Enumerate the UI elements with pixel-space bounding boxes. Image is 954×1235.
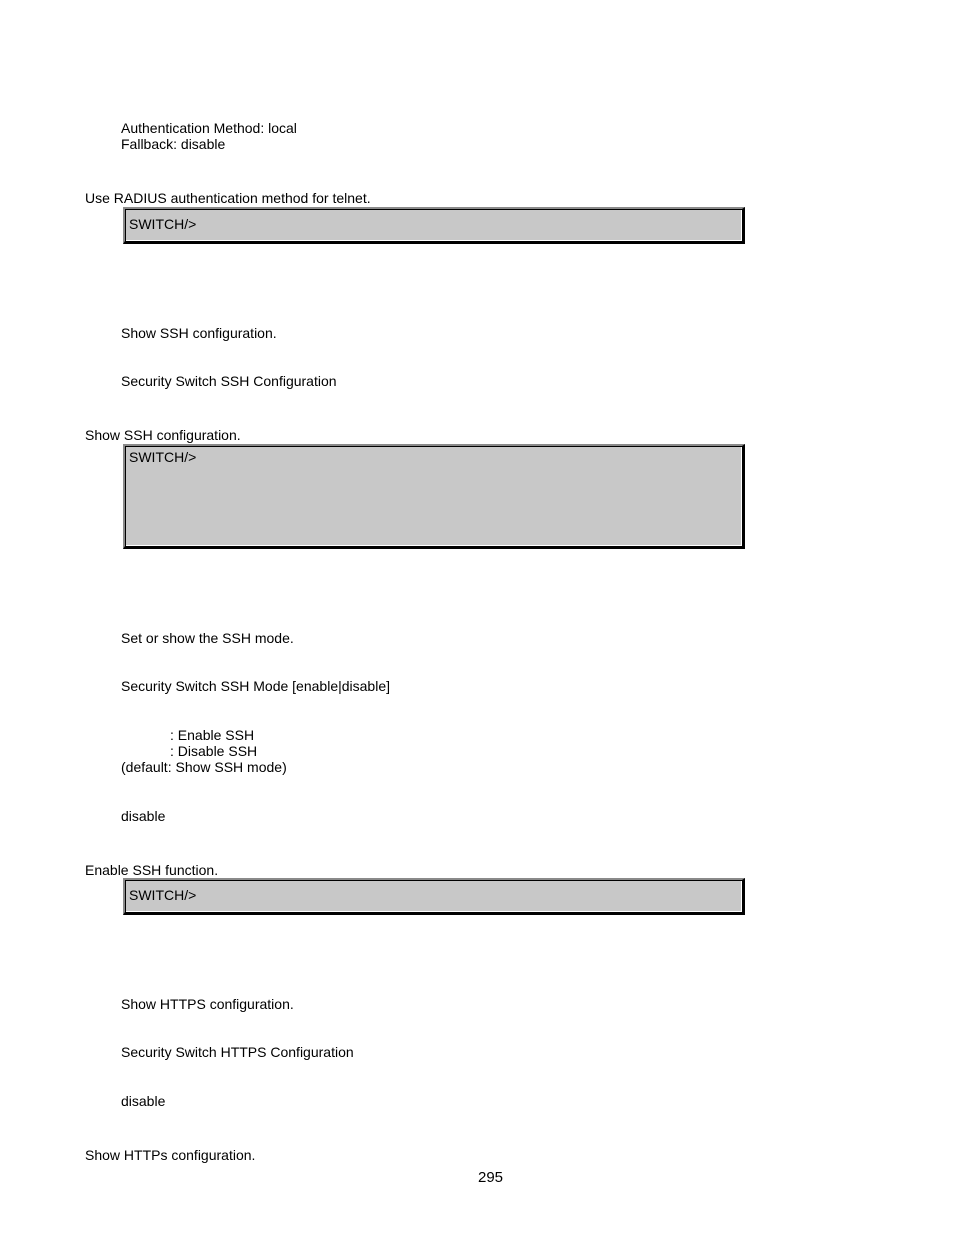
example-caption-ssh-config: Show SSH configuration. xyxy=(85,427,241,443)
https-config-syntax: Security Switch HTTPS Configuration xyxy=(121,1044,354,1060)
ssh-config-description: Show SSH configuration. xyxy=(121,325,277,341)
example-caption-https: Show HTTPs configuration. xyxy=(85,1147,256,1163)
example-caption-radius: Use RADIUS authentication method for telnet. xyxy=(85,190,371,206)
console-prompt: SWITCH/> xyxy=(129,216,197,232)
console-box-ssh-config xyxy=(123,444,745,549)
https-config-description: Show HTTPS configuration. xyxy=(121,996,294,1012)
https-default-value: disable xyxy=(121,1093,166,1109)
ssh-config-syntax: Security Switch SSH Configuration xyxy=(121,373,337,389)
param-enable: : Enable SSH xyxy=(170,727,255,743)
example-caption-enable-ssh: Enable SSH function. xyxy=(85,862,219,878)
ssh-mode-description: Set or show the SSH mode. xyxy=(121,630,294,646)
fallback-output: Fallback: disable xyxy=(121,136,226,152)
param-disable: : Disable SSH xyxy=(170,743,258,759)
page-number: 295 xyxy=(477,1169,504,1186)
console-box-enable-ssh xyxy=(123,878,745,915)
console-prompt: SWITCH/> xyxy=(129,887,197,903)
param-default: (default: Show SSH mode) xyxy=(121,759,287,775)
auth-method-output: Authentication Method: local xyxy=(121,120,297,136)
console-box-radius xyxy=(123,207,745,244)
ssh-mode-default-value: disable xyxy=(121,808,166,824)
ssh-mode-syntax: Security Switch SSH Mode [enable|disable] xyxy=(121,678,390,694)
console-prompt: SWITCH/> xyxy=(129,449,197,465)
